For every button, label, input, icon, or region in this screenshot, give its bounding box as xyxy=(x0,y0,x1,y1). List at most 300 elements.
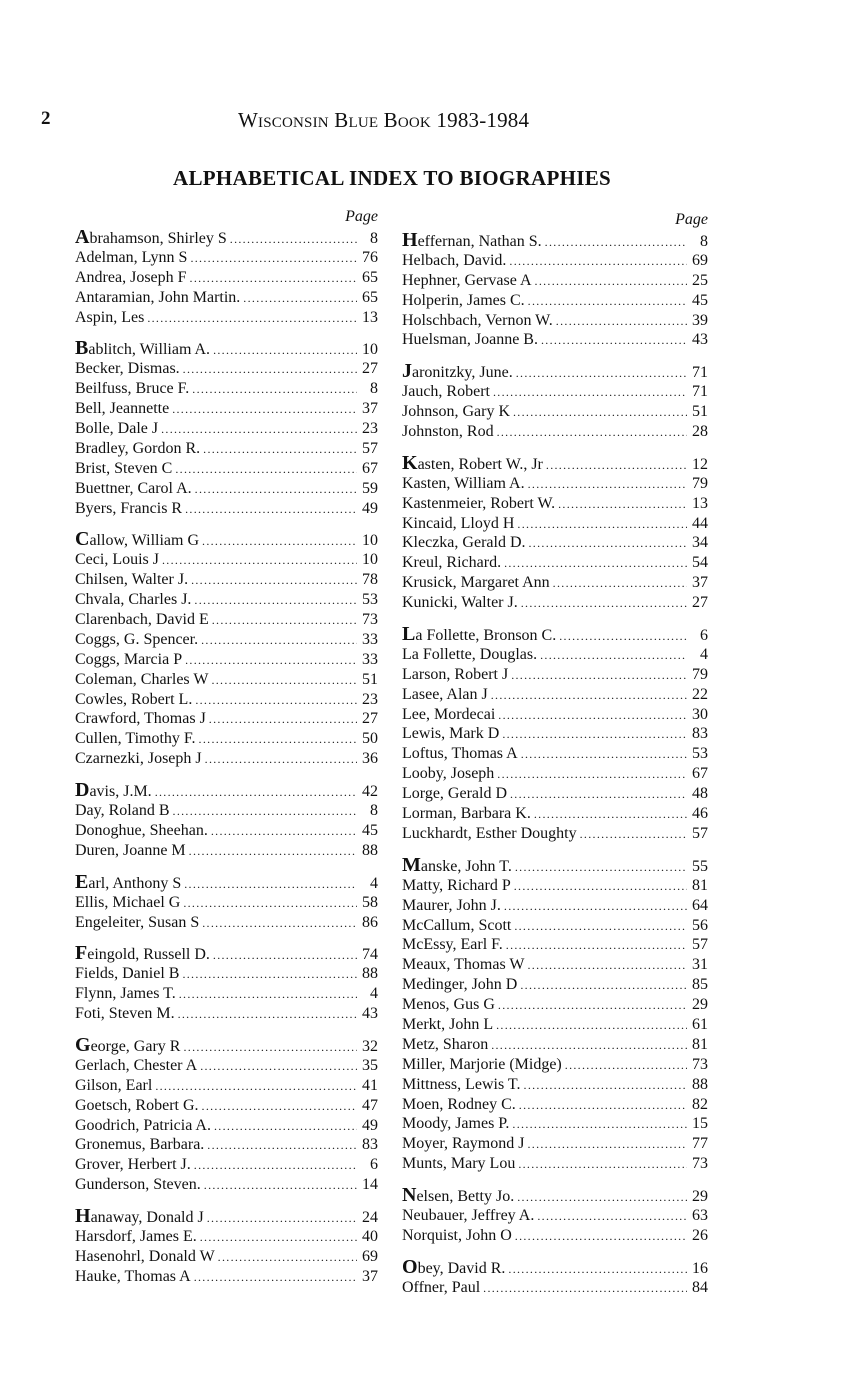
dot-leader xyxy=(183,1038,357,1058)
entry-page: 25 xyxy=(692,271,708,289)
dot-leader xyxy=(521,594,687,614)
index-entry xyxy=(402,955,708,975)
dot-leader xyxy=(527,1135,687,1155)
entry-page: 43 xyxy=(362,1005,378,1023)
index-entry xyxy=(75,893,378,913)
entry-name: Luckhardt, Esther Doughty xyxy=(402,824,577,842)
index-entry xyxy=(402,665,708,685)
entry-page: 12 xyxy=(692,455,708,473)
entry-name: Holschbach, Vernon W. xyxy=(402,311,553,329)
entry-page: 77 xyxy=(692,1135,708,1153)
index-entry xyxy=(75,479,378,499)
entry-page: 36 xyxy=(362,750,378,768)
index-entry xyxy=(75,288,378,308)
entry-page: 73 xyxy=(692,1155,708,1173)
entry-name: Duren, Joanne M xyxy=(75,841,186,859)
entry-page: 10 xyxy=(362,551,378,569)
entry-name: Chvala, Charles J. xyxy=(75,591,192,609)
index-entry xyxy=(75,821,378,841)
entry-page: 24 xyxy=(362,1209,378,1227)
entry-name: Matty, Richard P xyxy=(402,876,511,894)
entry-name: Gunderson, Steven. xyxy=(75,1176,201,1194)
entry-name: Grover, Herbert J. xyxy=(75,1156,191,1174)
index-entry xyxy=(402,744,708,764)
dot-leader xyxy=(194,1156,357,1176)
entry-name: Engeleiter, Susan S xyxy=(75,913,200,931)
entry-name: Beilfuss, Bruce F. xyxy=(75,380,190,398)
entry-page: 83 xyxy=(692,725,708,743)
entry-name: Kreul, Richard. xyxy=(402,554,502,572)
entry-page: 27 xyxy=(692,594,708,612)
dot-leader xyxy=(218,1248,357,1268)
entry-page: 88 xyxy=(362,841,378,859)
entry-name: Day, Roland B xyxy=(75,802,170,820)
dot-leader xyxy=(184,875,357,895)
entry-page: 49 xyxy=(362,499,378,517)
entry-page: 82 xyxy=(692,1095,708,1113)
dot-leader xyxy=(192,380,357,400)
entry-name: Moyer, Raymond J xyxy=(402,1135,525,1153)
entry-name: Ceci, Louis J xyxy=(75,551,159,569)
dot-leader xyxy=(517,1188,687,1208)
entry-page: 49 xyxy=(362,1116,378,1134)
entry-name: La Follette, Douglas. xyxy=(402,645,538,663)
dot-leader xyxy=(213,946,357,966)
index-entry xyxy=(75,459,378,479)
entry-name: Goodrich, Patricia A. xyxy=(75,1116,211,1134)
entry-page: 33 xyxy=(362,650,378,668)
index-entry xyxy=(75,1116,378,1136)
index-entry xyxy=(402,896,708,916)
index-entry xyxy=(402,916,708,936)
entry-name: Kunicki, Walter J. xyxy=(402,594,518,612)
entry-name: Lasee, Alan J xyxy=(402,685,488,703)
dot-leader xyxy=(546,456,687,476)
dot-leader xyxy=(203,440,357,460)
entry-name: Kleczka, Gerald D. xyxy=(402,534,526,552)
index-entry xyxy=(402,1206,708,1226)
dot-leader xyxy=(565,1056,687,1076)
letter-group xyxy=(402,853,708,1174)
index-entry xyxy=(75,590,378,610)
entry-page: 14 xyxy=(362,1176,378,1194)
entry-page: 37 xyxy=(362,400,378,418)
dot-leader xyxy=(497,765,687,785)
dot-leader xyxy=(207,1209,357,1229)
entry-page: 45 xyxy=(692,291,708,309)
entry-page: 35 xyxy=(362,1056,378,1074)
entry-page: 57 xyxy=(362,439,378,457)
entry-name: Cullen, Timothy F. xyxy=(75,730,196,748)
letter-group xyxy=(75,228,378,327)
index-entry xyxy=(75,530,378,550)
entry-name: Mittness, Lewis T. xyxy=(402,1075,521,1093)
entry-name: Johnston, Rod xyxy=(402,423,494,441)
entry-page: 71 xyxy=(692,383,708,401)
entry-page: 29 xyxy=(692,996,708,1014)
page-number: 2 xyxy=(41,108,51,129)
dot-leader xyxy=(498,706,687,726)
entry-name: Feingold, Russell D. xyxy=(75,942,210,965)
entry-page: 22 xyxy=(692,685,708,703)
index-entry xyxy=(402,705,708,725)
dot-leader xyxy=(182,965,357,985)
dot-leader xyxy=(491,1036,687,1056)
index-column-left xyxy=(75,206,378,1299)
dot-leader xyxy=(185,651,357,671)
index-entry xyxy=(402,1015,708,1035)
dot-leader xyxy=(559,627,687,647)
letter-group xyxy=(402,1255,708,1298)
entry-name: Lee, Mordecai xyxy=(402,705,496,723)
entry-page: 56 xyxy=(692,916,708,934)
index-entry xyxy=(402,382,708,402)
index-entry xyxy=(402,876,708,896)
dot-leader xyxy=(504,897,687,917)
index-entry xyxy=(402,645,708,665)
entry-name: Donoghue, Sheehan. xyxy=(75,821,208,839)
entry-name: Foti, Steven M. xyxy=(75,1005,175,1023)
dot-leader xyxy=(515,1227,687,1247)
index-entry xyxy=(402,1278,708,1298)
dot-leader xyxy=(201,631,357,651)
entry-page: 79 xyxy=(692,665,708,683)
index-entry xyxy=(75,1227,378,1247)
entry-page: 4 xyxy=(370,874,378,892)
dot-leader xyxy=(493,383,687,403)
dot-leader xyxy=(504,554,687,574)
entry-page: 10 xyxy=(362,341,378,359)
dot-leader xyxy=(558,495,687,515)
dot-leader xyxy=(200,1057,357,1077)
entry-name: Bablitch, William A. xyxy=(75,337,211,360)
index-title: ALPHABETICAL INDEX TO BIOGRAPHIES xyxy=(173,166,611,190)
index-entry xyxy=(402,1226,708,1246)
dot-leader xyxy=(509,252,687,272)
entry-name: Jauch, Robert xyxy=(402,383,490,401)
index-entry xyxy=(75,339,378,359)
index-entry xyxy=(402,853,708,876)
index-entry xyxy=(75,399,378,419)
entry-name: Kasten, Robert W., Jr xyxy=(402,451,543,474)
dot-leader xyxy=(515,858,687,878)
entry-name: Hephner, Gervase A xyxy=(402,271,532,289)
index-entry xyxy=(75,228,378,248)
index-entry xyxy=(402,251,708,271)
entry-name: Norquist, John O xyxy=(402,1226,512,1244)
index-entry xyxy=(75,801,378,821)
index-entry xyxy=(75,1267,378,1287)
entry-name: Antaramian, John Martin. xyxy=(75,288,241,306)
entry-page: 59 xyxy=(362,479,378,497)
running-head: Wisconsin Blue Book 1983-1984 xyxy=(238,108,530,132)
letter-group xyxy=(75,1033,378,1195)
dot-leader xyxy=(506,936,687,956)
entry-page: 46 xyxy=(692,805,708,823)
entry-page: 81 xyxy=(692,876,708,894)
dot-leader xyxy=(190,249,357,269)
entry-page: 40 xyxy=(362,1227,378,1245)
index-entry xyxy=(402,1095,708,1115)
entry-name: Kasten, William A. xyxy=(402,474,525,492)
entry-page: 8 xyxy=(700,233,708,250)
dot-leader xyxy=(205,750,357,770)
entry-name: Johnson, Gary K xyxy=(402,403,510,421)
entry-name: Coggs, G. Spencer. xyxy=(75,630,199,648)
index-entry xyxy=(75,359,378,379)
entry-name: Obey, David R. xyxy=(402,1255,506,1278)
index-entry xyxy=(75,1207,378,1227)
index-entry xyxy=(75,248,378,268)
dot-leader xyxy=(211,822,357,842)
dot-leader xyxy=(510,785,687,805)
entry-page: 67 xyxy=(692,765,708,783)
entry-page: 53 xyxy=(362,591,378,609)
dot-leader xyxy=(491,686,687,706)
entry-page: 27 xyxy=(362,360,378,378)
dot-leader xyxy=(212,611,357,631)
dot-leader xyxy=(194,1268,357,1288)
entry-name: McCallum, Scott xyxy=(402,916,512,934)
index-entry xyxy=(75,913,378,933)
index-entry xyxy=(75,841,378,861)
entry-page: 34 xyxy=(692,534,708,552)
index-entry xyxy=(75,570,378,590)
entry-name: Looby, Joseph xyxy=(402,765,495,783)
dot-leader xyxy=(483,1279,687,1299)
entry-name: Lewis, Mark D xyxy=(402,725,500,743)
index-entry xyxy=(402,1186,708,1206)
entry-name: Cowles, Robert L. xyxy=(75,690,193,708)
dot-leader xyxy=(178,1005,357,1025)
entry-page: 73 xyxy=(362,611,378,629)
index-entry xyxy=(75,308,378,328)
index-entry xyxy=(75,268,378,288)
dot-leader xyxy=(214,1117,357,1137)
index-entry xyxy=(402,1134,708,1154)
dot-leader xyxy=(497,423,687,443)
index-entry xyxy=(75,1096,378,1116)
entry-page: 37 xyxy=(692,574,708,592)
letter-group xyxy=(75,530,378,769)
entry-page: 47 xyxy=(362,1096,378,1114)
entry-page: 27 xyxy=(362,710,378,728)
dot-leader xyxy=(534,805,687,825)
letter-group xyxy=(75,1207,378,1287)
entry-page: 74 xyxy=(362,946,378,964)
index-entry xyxy=(402,764,708,784)
index-entry xyxy=(75,749,378,769)
entry-page: 88 xyxy=(692,1075,708,1093)
entry-page: 50 xyxy=(362,730,378,748)
entry-name: Meaux, Thomas W xyxy=(402,956,525,974)
entry-name: Menos, Gus G xyxy=(402,996,495,1014)
page-column-header: Page xyxy=(345,208,378,225)
dot-leader xyxy=(511,666,687,686)
dot-leader xyxy=(179,985,357,1005)
entry-name: Krusick, Margaret Ann xyxy=(402,574,550,592)
entry-page: 4 xyxy=(370,985,378,1003)
index-entry xyxy=(75,984,378,1004)
entry-page: 30 xyxy=(692,705,708,723)
index-entry xyxy=(402,1075,708,1095)
entry-name: Earl, Anthony S xyxy=(75,870,182,893)
dot-leader xyxy=(519,1096,687,1116)
dot-leader xyxy=(155,783,357,803)
entry-name: Neubauer, Jeffrey A. xyxy=(402,1206,535,1224)
index-entry xyxy=(75,1056,378,1076)
dot-leader xyxy=(529,534,688,554)
dot-leader xyxy=(541,331,687,351)
entry-name: Callow, William G xyxy=(75,528,200,551)
entry-name: Coleman, Charles W xyxy=(75,670,209,688)
index-entry xyxy=(75,610,378,630)
index-entry xyxy=(402,804,708,824)
entry-page: 88 xyxy=(362,965,378,983)
dot-leader xyxy=(202,1097,357,1117)
entry-page: 28 xyxy=(692,423,708,441)
entry-name: Aspin, Les xyxy=(75,308,145,326)
dot-leader xyxy=(518,1155,687,1175)
index-entry xyxy=(75,729,378,749)
index-entry xyxy=(75,964,378,984)
dot-leader xyxy=(520,976,687,996)
dot-leader xyxy=(524,1076,687,1096)
index-entry xyxy=(402,1035,708,1055)
dot-leader xyxy=(207,1136,357,1156)
dot-leader xyxy=(211,671,357,691)
entry-page: 13 xyxy=(692,494,708,512)
index-entry xyxy=(402,593,708,613)
index-entry xyxy=(402,330,708,350)
letter-group xyxy=(75,339,378,518)
dot-leader xyxy=(513,403,687,423)
dot-leader xyxy=(528,475,687,495)
entry-page: 51 xyxy=(692,403,708,421)
entry-name: Hanaway, Donald J xyxy=(75,1205,204,1228)
entry-name: Chilsen, Walter J. xyxy=(75,571,189,589)
dot-leader xyxy=(155,1077,357,1097)
index-entry xyxy=(75,1247,378,1267)
dot-leader xyxy=(209,710,357,730)
entry-page: 69 xyxy=(362,1247,378,1265)
dot-leader xyxy=(528,956,688,976)
index-entry xyxy=(75,499,378,519)
entry-name: Munts, Mary Lou xyxy=(402,1155,516,1173)
dot-leader xyxy=(195,691,357,711)
dot-leader xyxy=(162,551,357,571)
index-entry xyxy=(402,975,708,995)
entry-name: Nelsen, Betty Jo. xyxy=(402,1184,515,1207)
dot-leader xyxy=(553,574,687,594)
index-entry xyxy=(75,379,378,399)
entry-name: Kincaid, Lloyd H xyxy=(402,514,515,532)
dot-leader xyxy=(161,420,357,440)
letter-group xyxy=(75,944,378,1024)
entry-page: 63 xyxy=(692,1206,708,1224)
dot-leader xyxy=(173,802,357,822)
index-entry xyxy=(75,1135,378,1155)
dot-leader xyxy=(200,1228,357,1248)
index-entry xyxy=(75,1076,378,1096)
dot-leader xyxy=(194,591,357,611)
entry-name: Heffernan, Nathan S. xyxy=(402,229,542,251)
entry-name: Lorge, Gerald D xyxy=(402,785,507,803)
page-column-header: Page xyxy=(675,211,708,228)
entry-name: Brist, Steven C xyxy=(75,459,173,477)
dot-leader xyxy=(512,1115,687,1135)
entry-page: 69 xyxy=(692,251,708,269)
entry-page: 8 xyxy=(370,230,378,247)
index-entry xyxy=(75,1033,378,1056)
index-entry xyxy=(402,533,708,553)
entry-page: 65 xyxy=(362,288,378,306)
letter-groups xyxy=(75,228,378,1287)
entry-name: Huelsman, Joanne B. xyxy=(402,331,538,349)
dot-leader xyxy=(496,1016,687,1036)
dot-leader xyxy=(183,360,357,380)
entry-page: 6 xyxy=(370,1156,378,1174)
index-entry xyxy=(402,1114,708,1134)
entry-page: 4 xyxy=(700,645,708,663)
entry-page: 39 xyxy=(692,311,708,329)
entry-name: Maurer, John J. xyxy=(402,896,501,914)
letter-group xyxy=(402,1186,708,1246)
entry-name: Adelman, Lynn S xyxy=(75,248,188,266)
dot-leader xyxy=(191,571,357,591)
letter-group xyxy=(75,781,378,861)
entry-page: 23 xyxy=(362,420,378,438)
entry-page: 85 xyxy=(692,976,708,994)
entry-page: 23 xyxy=(362,690,378,708)
index-entry xyxy=(402,494,708,514)
entry-page: 58 xyxy=(362,893,378,911)
entry-name: Ellis, Michael G xyxy=(75,893,181,911)
entry-page: 26 xyxy=(692,1226,708,1244)
entry-name: Harsdorf, James E. xyxy=(75,1227,197,1245)
index-entry xyxy=(402,402,708,422)
entry-page: 43 xyxy=(692,331,708,349)
dot-leader xyxy=(580,825,687,845)
index-entry xyxy=(402,935,708,955)
dot-leader xyxy=(195,480,357,500)
entry-name: Hasenohrl, Donald W xyxy=(75,1247,215,1265)
dot-leader xyxy=(147,309,357,329)
index-entry xyxy=(75,781,378,801)
entry-name: Offner, Paul xyxy=(402,1278,481,1296)
dot-leader xyxy=(514,917,687,937)
index-entry xyxy=(75,944,378,964)
entry-name: Flynn, James T. xyxy=(75,985,176,1003)
entry-page: 51 xyxy=(362,670,378,688)
entry-name: Moen, Rodney C. xyxy=(402,1095,516,1113)
dot-leader xyxy=(199,730,357,750)
entry-name: Davis, J.M. xyxy=(75,779,152,802)
dot-leader xyxy=(213,341,357,361)
index-entry xyxy=(402,514,708,534)
letter-group xyxy=(402,362,708,442)
entry-name: Buettner, Carol A. xyxy=(75,479,192,497)
entry-page: 31 xyxy=(692,956,708,974)
index-entry xyxy=(402,1055,708,1075)
entry-name: Gilson, Earl xyxy=(75,1076,153,1094)
dot-leader xyxy=(202,914,357,934)
entry-name: La Follette, Bronson C. xyxy=(402,623,557,646)
entry-name: Merkt, John L xyxy=(402,1015,494,1033)
letter-group xyxy=(402,625,708,844)
entry-name: George, Gary R xyxy=(75,1033,181,1056)
entry-name: Clarenbach, David E xyxy=(75,611,209,629)
